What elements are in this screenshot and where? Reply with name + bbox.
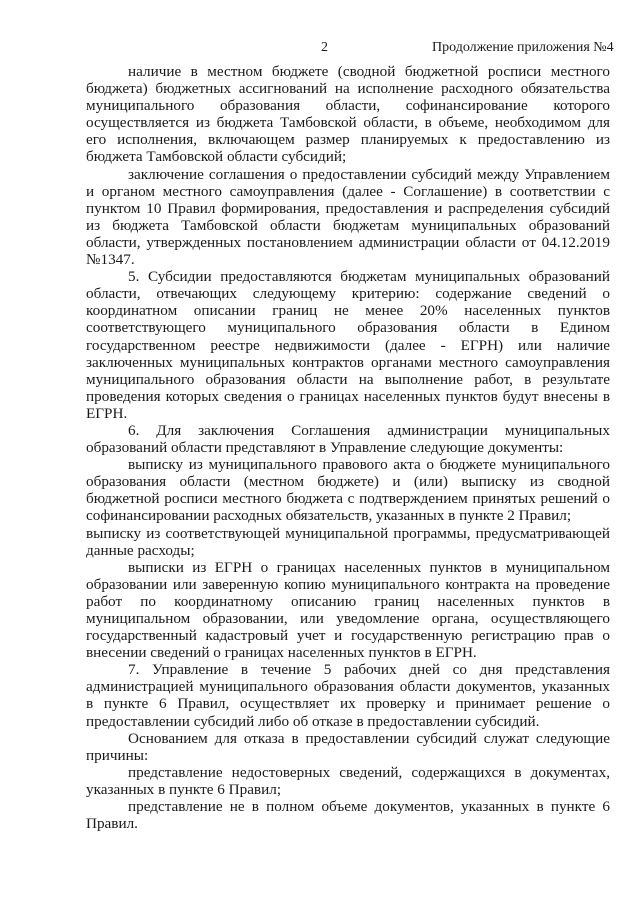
paragraph-budget-extract: выписку из муниципального правового акта о бюджете муниципального образования области (местном бюджете) и (или) выписку из сводной бюджетной росписи местного бюджета с подтверждением принятых решений о софинансировании расходных обязательств, указанных в пункте 2 Правил;: [86, 456, 610, 525]
paragraph-program-extract: выписку из соответствующей муниципальной программы, предусматривающей данные расходы;: [86, 524, 610, 559]
paragraph-false-info: представление недостоверных сведений, содержащихся в документах, указанных в пункте 6 Правил;: [86, 763, 610, 798]
appendix-continuation-label: Продолжение приложения №4: [432, 40, 614, 55]
paragraph-item-5: 5. Субсидии предоставляются бюджетам муниципальных образований области, отвечающих следующему критерию: содержание сведений о координатном описании границ не менее 20% населенных пунктов соответствующего муниципального образования области в Едином государственном реестре недвижимости (далее - ЕГРН) или наличие заключенных муниципальных контрактов органами местного самоуправления муниципального образования области на выполнение работ, в результате проведения которых сведения о границах населенных пунктов будут внесены в ЕГРН.: [86, 268, 610, 422]
page-number: 2: [321, 40, 328, 55]
paragraph-egrn-extracts: выписки из ЕГРН о границах населенных пунктов в муниципальном образовании или заверенную копию муниципального контракта на проведение работ по координатному описанию границ населенных пунктов в муниципальном образовании, или уведомление органа, осуществляющего государственный кадастровый учет и государственную регистрацию прав о внесении сведений о границах населенных пунктов в ЕГРН.: [86, 558, 610, 662]
paragraph-budget-availability: наличие в местном бюджете (сводной бюджетной росписи местного бюджета) бюджетных ассигнований на исполнение расходного обязательства муниципального образования области, софинансирование которого осуществляется из бюджета Тамбовской области, в объеме, необходимом для его исполнения, включающем размер планируемых к предоставлению из бюджета Тамбовской области субсидий;: [86, 63, 610, 166]
paragraph-incomplete-docs: представление не в полном объеме документов, указанных в пункте 6 Правил.: [86, 798, 610, 833]
document-body: [86, 63, 610, 832]
paragraph-item-7: 7. Управление в течение 5 рабочих дней со дня представления администрацией муниципального образования области документов, указанных в пункте 6 Правил, осуществляет их проверку и принимает решение о предоставлении субсидий либо об отказе в предоставлении субсидий.: [86, 661, 610, 730]
paragraph-item-6: 6. Для заключения Соглашения администрации муниципальных образований области представляют в Управление следующие документы:: [86, 421, 610, 457]
paragraph-agreement: заключение соглашения о предоставлении субсидий между Управлением и органом местного самоуправления (далее - Соглашение) в соответствии с пунктом 10 Правил формирования, предоставления и распределения субсидий из бюджета Тамбовской области бюджетам муниципальных образований области, утвержденных постановлением администрации области от 04.12.2019 №1347.: [86, 165, 610, 269]
paragraph-refusal-grounds: Основанием для отказа в предоставлении субсидий служат следующие причины:: [86, 729, 610, 764]
